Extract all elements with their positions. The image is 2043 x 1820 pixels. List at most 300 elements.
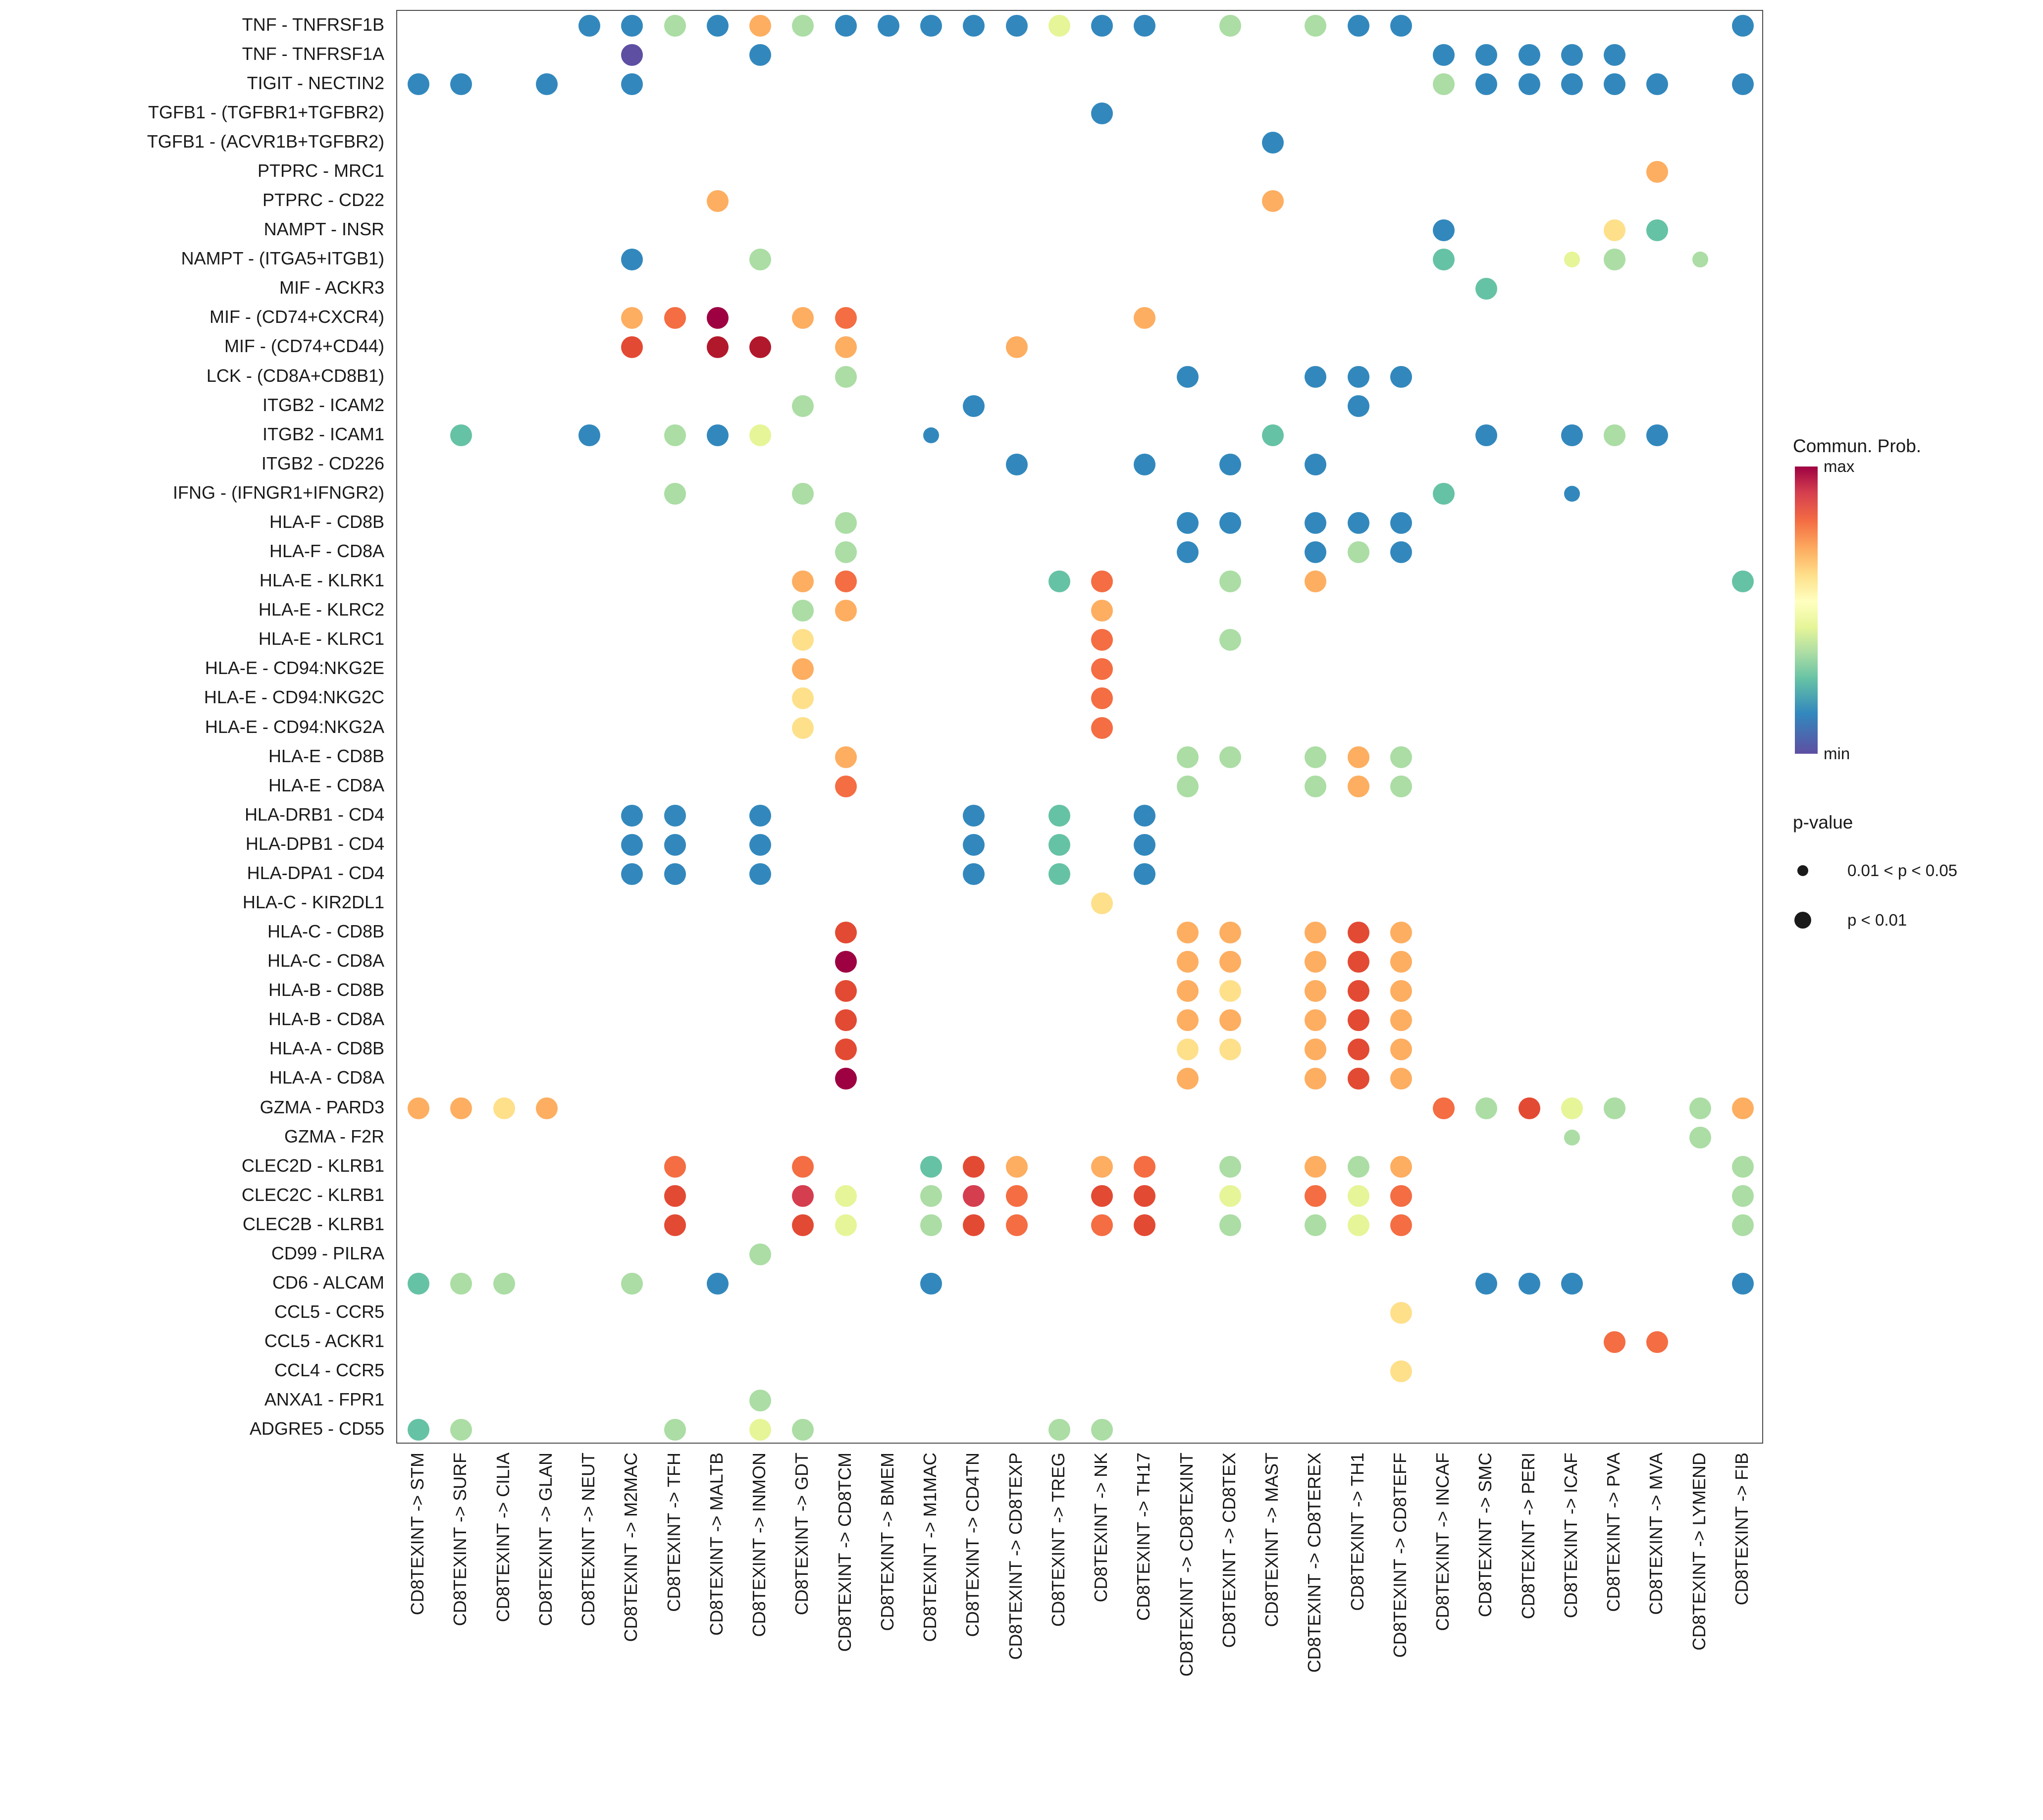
data-point bbox=[1475, 73, 1497, 95]
y-axis-tick-label: HLA-F - CD8B bbox=[269, 511, 384, 532]
data-point bbox=[835, 336, 857, 358]
data-point bbox=[749, 1419, 771, 1441]
data-point bbox=[1305, 951, 1326, 973]
data-point bbox=[1348, 1009, 1369, 1031]
data-point bbox=[664, 424, 686, 446]
data-point bbox=[749, 1390, 771, 1411]
data-point bbox=[1390, 1156, 1412, 1178]
data-point bbox=[1177, 951, 1199, 973]
data-point bbox=[1177, 512, 1199, 534]
data-point bbox=[792, 1156, 814, 1178]
data-point bbox=[664, 1214, 686, 1236]
y-axis-tick-label: LCK - (CD8A+CD8B1) bbox=[206, 365, 384, 386]
data-point bbox=[1390, 512, 1412, 534]
data-point bbox=[1433, 219, 1455, 241]
data-point bbox=[1732, 1156, 1754, 1178]
data-point bbox=[792, 571, 814, 592]
data-point bbox=[1604, 1331, 1625, 1353]
data-point bbox=[1219, 951, 1241, 973]
data-point bbox=[1091, 687, 1113, 709]
data-point bbox=[835, 541, 857, 563]
data-point bbox=[835, 1214, 857, 1236]
data-point bbox=[792, 483, 814, 505]
y-axis-tick-label: GZMA - F2R bbox=[284, 1126, 384, 1146]
data-point bbox=[1732, 73, 1754, 95]
data-point bbox=[1475, 1097, 1497, 1119]
data-point bbox=[1348, 541, 1369, 563]
data-point bbox=[1390, 776, 1412, 797]
data-point bbox=[1134, 15, 1155, 37]
x-axis-tick-label: CD8TEXINT -> NEUT bbox=[578, 1453, 599, 1626]
data-point bbox=[1433, 44, 1455, 66]
pvalue-legend-entry bbox=[1793, 851, 2026, 890]
data-point bbox=[1519, 1273, 1540, 1295]
x-axis-tick-label: CD8TEXINT -> PVA bbox=[1603, 1453, 1624, 1612]
data-point bbox=[835, 980, 857, 1002]
data-point bbox=[1646, 73, 1668, 95]
data-point bbox=[664, 483, 686, 505]
data-point bbox=[1219, 1214, 1241, 1236]
x-axis-tick-label: CD8TEXINT -> CILIA bbox=[492, 1453, 513, 1622]
data-point bbox=[1219, 571, 1241, 592]
y-axis-tick-label: CLEC2C - KLRB1 bbox=[241, 1184, 384, 1205]
data-point bbox=[963, 1156, 985, 1178]
data-point bbox=[578, 15, 600, 37]
data-point bbox=[1348, 1039, 1369, 1060]
x-axis-tick-label: CD8TEXINT -> ICAF bbox=[1560, 1453, 1581, 1618]
data-point bbox=[1348, 922, 1369, 943]
x-axis-tick-label: CD8TEXINT -> MALTB bbox=[706, 1453, 727, 1636]
data-point bbox=[963, 805, 985, 827]
data-point bbox=[1390, 15, 1412, 37]
y-axis-tick-label: TIGIT - NECTIN2 bbox=[247, 72, 384, 93]
data-point bbox=[1646, 219, 1668, 241]
data-point bbox=[408, 1273, 429, 1295]
x-axis-tick-label: CD8TEXINT -> INMON bbox=[749, 1453, 770, 1637]
data-point bbox=[1646, 1331, 1668, 1353]
data-point bbox=[408, 1097, 429, 1119]
data-point bbox=[707, 336, 729, 358]
data-point bbox=[835, 1185, 857, 1207]
y-axis-tick-label: TNF - TNFRSF1A bbox=[242, 43, 384, 64]
data-point bbox=[1564, 486, 1580, 502]
data-point bbox=[707, 424, 729, 446]
data-point bbox=[1646, 161, 1668, 183]
y-axis-tick-label: HLA-E - CD94:NKG2A bbox=[205, 716, 384, 737]
y-axis-tick-label: HLA-B - CD8B bbox=[268, 980, 384, 1000]
data-point bbox=[1219, 1039, 1241, 1060]
data-point bbox=[878, 15, 899, 37]
y-axis-tick-label: TNF - TNFRSF1B bbox=[242, 14, 384, 35]
data-point bbox=[1048, 1419, 1070, 1441]
data-point bbox=[1390, 922, 1412, 943]
data-point bbox=[1006, 1185, 1028, 1207]
data-point bbox=[707, 15, 729, 37]
data-point bbox=[1091, 600, 1113, 622]
data-point bbox=[1732, 1273, 1754, 1295]
data-point bbox=[749, 805, 771, 827]
data-point bbox=[1134, 1185, 1155, 1207]
data-point bbox=[1006, 1214, 1028, 1236]
data-point bbox=[1134, 307, 1155, 329]
data-point bbox=[1305, 1214, 1326, 1236]
x-axis-tick-label: CD8TEXINT -> SMC bbox=[1475, 1453, 1496, 1617]
data-point bbox=[792, 15, 814, 37]
data-point bbox=[749, 1244, 771, 1265]
x-axis-tick-label: CD8TEXINT -> TH17 bbox=[1133, 1453, 1154, 1621]
data-point bbox=[1091, 1419, 1113, 1441]
data-point bbox=[1091, 103, 1113, 124]
data-point bbox=[1433, 483, 1455, 505]
data-point bbox=[1519, 73, 1540, 95]
data-point bbox=[1732, 1097, 1754, 1119]
data-point bbox=[1561, 424, 1583, 446]
x-axis-labels bbox=[396, 1449, 1763, 1805]
y-axis-tick-label: HLA-E - KLRC1 bbox=[258, 628, 384, 649]
data-point bbox=[1305, 746, 1326, 768]
data-point bbox=[408, 1419, 429, 1441]
data-point bbox=[1177, 746, 1199, 768]
data-point bbox=[664, 15, 686, 37]
y-axis-tick-label: CLEC2D - KLRB1 bbox=[241, 1155, 384, 1176]
y-axis-tick-label: CD6 - ALCAM bbox=[272, 1272, 384, 1293]
data-point bbox=[1305, 980, 1326, 1002]
data-point bbox=[664, 1156, 686, 1178]
data-point bbox=[1305, 1156, 1326, 1178]
y-axis-tick-label: MIF - ACKR3 bbox=[279, 277, 384, 298]
y-axis-tick-label: ANXA1 - FPR1 bbox=[264, 1389, 384, 1410]
y-axis-tick-label: CLEC2B - KLRB1 bbox=[242, 1213, 384, 1234]
data-point bbox=[1348, 395, 1369, 417]
y-axis-tick-label: HLA-E - KLRC2 bbox=[258, 599, 384, 620]
data-point bbox=[1091, 629, 1113, 651]
data-point bbox=[1219, 1009, 1241, 1031]
y-axis-tick-label: CCL4 - CCR5 bbox=[274, 1360, 384, 1381]
data-point bbox=[1390, 1302, 1412, 1324]
y-axis-tick-label: HLA-E - CD94:NKG2C bbox=[204, 687, 384, 708]
data-point bbox=[1305, 1185, 1326, 1207]
colorbar-max-label: max bbox=[1824, 457, 1855, 475]
data-point bbox=[621, 249, 643, 270]
data-point bbox=[835, 1009, 857, 1031]
data-point bbox=[792, 1419, 814, 1441]
data-point bbox=[792, 307, 814, 329]
data-point bbox=[1219, 1185, 1241, 1207]
data-point bbox=[1348, 1068, 1369, 1090]
data-point bbox=[1262, 190, 1284, 212]
data-point bbox=[1604, 1097, 1625, 1119]
data-point bbox=[1348, 512, 1369, 534]
data-point bbox=[1689, 1097, 1711, 1119]
plot-panel bbox=[396, 10, 1763, 1444]
data-point bbox=[578, 424, 600, 446]
data-point bbox=[1732, 1185, 1754, 1207]
y-axis-labels bbox=[0, 10, 391, 1444]
data-point bbox=[1177, 980, 1199, 1002]
data-point bbox=[1305, 541, 1326, 563]
y-axis-tick-label: TGFB1 - (ACVR1B+TGFBR2) bbox=[147, 131, 384, 152]
data-point bbox=[621, 73, 643, 95]
colorbar-min-label: min bbox=[1824, 744, 1850, 763]
data-point bbox=[1305, 1068, 1326, 1090]
data-point bbox=[1564, 1130, 1580, 1145]
y-axis-tick-label: IFNG - (IFNGR1+IFNGR2) bbox=[172, 482, 384, 503]
data-point bbox=[707, 190, 729, 212]
data-point bbox=[792, 1214, 814, 1236]
data-point bbox=[835, 746, 857, 768]
data-point bbox=[1433, 73, 1455, 95]
data-point bbox=[1305, 571, 1326, 592]
x-axis-tick-label: CD8TEXINT -> INCAF bbox=[1432, 1453, 1453, 1631]
y-axis-tick-label: HLA-DPB1 - CD4 bbox=[245, 833, 384, 854]
data-point bbox=[1390, 1360, 1412, 1382]
y-axis-tick-label: MIF - (CD74+CXCR4) bbox=[209, 307, 384, 327]
x-axis-tick-label: CD8TEXINT -> MAST bbox=[1261, 1453, 1282, 1627]
pvalue-legend-label: 0.01 < p < 0.05 bbox=[1847, 861, 1958, 880]
y-axis-tick-label: HLA-A - CD8A bbox=[269, 1067, 384, 1088]
data-point bbox=[1348, 1214, 1369, 1236]
x-axis-tick-label: CD8TEXINT -> M1MAC bbox=[920, 1453, 941, 1642]
data-point bbox=[792, 658, 814, 680]
pvalue-legend-dot bbox=[1797, 865, 1808, 876]
pvalue-legend-entry bbox=[1793, 900, 2026, 940]
data-point bbox=[963, 834, 985, 856]
data-point bbox=[664, 834, 686, 856]
pvalue-legend bbox=[1793, 812, 2026, 929]
y-axis-tick-label: HLA-DRB1 - CD4 bbox=[244, 804, 384, 825]
data-point bbox=[1006, 1156, 1028, 1178]
data-point bbox=[707, 1273, 729, 1295]
data-point bbox=[1519, 44, 1540, 66]
data-point bbox=[1433, 1097, 1455, 1119]
data-point bbox=[1475, 44, 1497, 66]
y-axis-tick-label: MIF - (CD74+CD44) bbox=[224, 336, 384, 357]
x-axis-tick-label: CD8TEXINT -> GLAN bbox=[535, 1453, 556, 1626]
data-point bbox=[1390, 1009, 1412, 1031]
y-axis-tick-label: ITGB2 - ICAM2 bbox=[262, 394, 384, 415]
data-point bbox=[621, 805, 643, 827]
data-point bbox=[1561, 44, 1583, 66]
data-point bbox=[1006, 336, 1028, 358]
data-point bbox=[664, 307, 686, 329]
data-point bbox=[835, 1039, 857, 1060]
data-point bbox=[1305, 454, 1326, 475]
data-point bbox=[835, 571, 857, 592]
x-axis-tick-label: CD8TEXINT -> BMEM bbox=[877, 1453, 897, 1631]
y-axis-tick-label: HLA-B - CD8A bbox=[268, 1009, 384, 1030]
data-point bbox=[1519, 1097, 1540, 1119]
data-point bbox=[835, 307, 857, 329]
x-axis-tick-label: CD8TEXINT -> SURF bbox=[450, 1453, 471, 1626]
x-axis-tick-label: CD8TEXINT -> PERI bbox=[1518, 1453, 1538, 1619]
data-point bbox=[1348, 15, 1369, 37]
data-point bbox=[621, 307, 643, 329]
x-axis-tick-label: CD8TEXINT -> GDT bbox=[791, 1453, 812, 1615]
data-point bbox=[450, 1419, 472, 1441]
colorbar-title: Commun. Prob. bbox=[1793, 436, 1922, 456]
x-axis-tick-label: CD8TEXINT -> M2MAC bbox=[621, 1453, 641, 1642]
data-point bbox=[1006, 15, 1028, 37]
data-point bbox=[1561, 1273, 1583, 1295]
data-point bbox=[835, 366, 857, 388]
data-point bbox=[1219, 629, 1241, 651]
data-point bbox=[920, 15, 942, 37]
data-point bbox=[1134, 454, 1155, 475]
y-axis-tick-label: HLA-E - CD8B bbox=[268, 745, 384, 766]
pvalue-legend-dot bbox=[1794, 912, 1811, 929]
y-axis-tick-label: NAMPT - (ITGA5+ITGB1) bbox=[181, 248, 384, 269]
data-point bbox=[1604, 44, 1625, 66]
x-axis-tick-label: CD8TEXINT -> STM bbox=[407, 1453, 428, 1615]
data-point bbox=[1433, 249, 1455, 270]
y-axis-tick-label: HLA-A - CD8B bbox=[269, 1038, 384, 1059]
data-point bbox=[536, 1097, 558, 1119]
data-point bbox=[536, 73, 558, 95]
data-point bbox=[923, 427, 939, 443]
data-point bbox=[1390, 366, 1412, 388]
data-point bbox=[835, 1068, 857, 1090]
data-point bbox=[792, 395, 814, 417]
data-point bbox=[1475, 424, 1497, 446]
data-point bbox=[1475, 278, 1497, 300]
data-point bbox=[1134, 805, 1155, 827]
x-axis-tick-label: CD8TEXINT -> TFH bbox=[663, 1453, 684, 1612]
data-point bbox=[920, 1214, 942, 1236]
data-point bbox=[408, 73, 429, 95]
data-point bbox=[664, 863, 686, 885]
data-point bbox=[493, 1097, 515, 1119]
y-axis-tick-label: ITGB2 - ICAM1 bbox=[262, 423, 384, 444]
x-axis-tick-label: CD8TEXINT -> CD4TN bbox=[962, 1453, 983, 1637]
data-point bbox=[450, 424, 472, 446]
data-point bbox=[1048, 863, 1070, 885]
data-point bbox=[749, 424, 771, 446]
data-point bbox=[1604, 249, 1625, 270]
data-point bbox=[1348, 1156, 1369, 1178]
x-axis-tick-label: CD8TEXINT -> CD8TEX bbox=[1218, 1453, 1239, 1648]
data-point bbox=[792, 1185, 814, 1207]
data-point bbox=[920, 1185, 942, 1207]
data-point bbox=[621, 15, 643, 37]
pvalue-legend-label: p < 0.01 bbox=[1847, 911, 1907, 929]
data-point bbox=[1561, 1097, 1583, 1119]
data-point bbox=[1048, 571, 1070, 592]
data-point bbox=[1475, 1273, 1497, 1295]
data-point bbox=[1732, 1214, 1754, 1236]
data-point bbox=[920, 1156, 942, 1178]
y-axis-tick-label: CD99 - PILRA bbox=[271, 1243, 384, 1263]
data-point bbox=[664, 805, 686, 827]
data-point bbox=[1305, 922, 1326, 943]
data-point bbox=[1219, 512, 1241, 534]
data-point bbox=[1048, 15, 1070, 37]
x-axis-tick-label: CD8TEXINT -> TH1 bbox=[1347, 1453, 1367, 1611]
legend bbox=[1793, 436, 2031, 1055]
data-point bbox=[1305, 15, 1326, 37]
data-point bbox=[621, 336, 643, 358]
data-point bbox=[1390, 951, 1412, 973]
y-axis-tick-label: HLA-C - KIR2DL1 bbox=[242, 891, 384, 912]
data-point bbox=[1177, 1068, 1199, 1090]
y-axis-tick-label: NAMPT - INSR bbox=[263, 219, 384, 240]
data-point bbox=[835, 15, 857, 37]
data-point bbox=[1219, 15, 1241, 37]
data-point bbox=[1732, 15, 1754, 37]
data-point bbox=[792, 717, 814, 739]
data-point bbox=[450, 1273, 472, 1295]
data-point bbox=[1219, 922, 1241, 943]
data-point bbox=[1689, 1127, 1711, 1148]
data-point bbox=[792, 600, 814, 622]
data-point bbox=[1177, 776, 1199, 797]
data-point bbox=[1134, 1156, 1155, 1178]
data-point bbox=[621, 1273, 643, 1295]
data-point bbox=[1732, 571, 1754, 592]
data-point bbox=[749, 834, 771, 856]
data-point bbox=[1091, 1185, 1113, 1207]
x-axis-tick-label: CD8TEXINT -> LYMEND bbox=[1688, 1453, 1709, 1651]
y-axis-tick-label: ITGB2 - CD226 bbox=[261, 453, 384, 473]
data-point bbox=[1219, 746, 1241, 768]
y-axis-tick-label: GZMA - PARD3 bbox=[260, 1096, 384, 1117]
data-point bbox=[1390, 1214, 1412, 1236]
data-point bbox=[664, 1185, 686, 1207]
x-axis-tick-label: CD8TEXINT -> NK bbox=[1091, 1453, 1111, 1603]
data-point bbox=[1561, 73, 1583, 95]
x-axis-tick-label: CD8TEXINT -> MVA bbox=[1646, 1453, 1667, 1615]
data-point bbox=[963, 395, 985, 417]
data-point bbox=[707, 307, 729, 329]
data-point bbox=[1091, 717, 1113, 739]
data-point bbox=[1604, 73, 1625, 95]
data-point bbox=[749, 15, 771, 37]
data-point bbox=[1646, 424, 1668, 446]
data-point bbox=[493, 1273, 515, 1295]
y-axis-tick-label: HLA-E - KLRK1 bbox=[259, 570, 384, 591]
data-point bbox=[1348, 366, 1369, 388]
data-point bbox=[749, 249, 771, 270]
data-point bbox=[1091, 15, 1113, 37]
data-point bbox=[1006, 454, 1028, 475]
data-point bbox=[1262, 132, 1284, 154]
data-point bbox=[1091, 1156, 1113, 1178]
x-axis-tick-label: CD8TEXINT -> TREG bbox=[1048, 1453, 1068, 1627]
data-point bbox=[1177, 922, 1199, 943]
data-point bbox=[920, 1273, 942, 1295]
data-point bbox=[1390, 1185, 1412, 1207]
data-point bbox=[1604, 424, 1625, 446]
data-point bbox=[664, 1419, 686, 1441]
pvalue-legend-title: p-value bbox=[1793, 812, 1853, 832]
data-point bbox=[1134, 834, 1155, 856]
data-point bbox=[749, 336, 771, 358]
data-point bbox=[1262, 424, 1284, 446]
data-point bbox=[835, 776, 857, 797]
y-axis-tick-label: CCL5 - ACKR1 bbox=[264, 1331, 384, 1352]
x-axis-tick-label: CD8TEXINT -> CD8TEREX bbox=[1304, 1453, 1325, 1673]
data-point bbox=[1305, 1009, 1326, 1031]
data-point bbox=[1348, 951, 1369, 973]
data-point bbox=[1390, 980, 1412, 1002]
data-point bbox=[963, 863, 985, 885]
data-point bbox=[1692, 252, 1708, 267]
y-axis-tick-label: HLA-E - CD8A bbox=[268, 775, 384, 795]
data-point bbox=[749, 863, 771, 885]
data-point bbox=[1219, 980, 1241, 1002]
data-point bbox=[1305, 512, 1326, 534]
data-point bbox=[1091, 892, 1113, 914]
data-point bbox=[1219, 454, 1241, 475]
